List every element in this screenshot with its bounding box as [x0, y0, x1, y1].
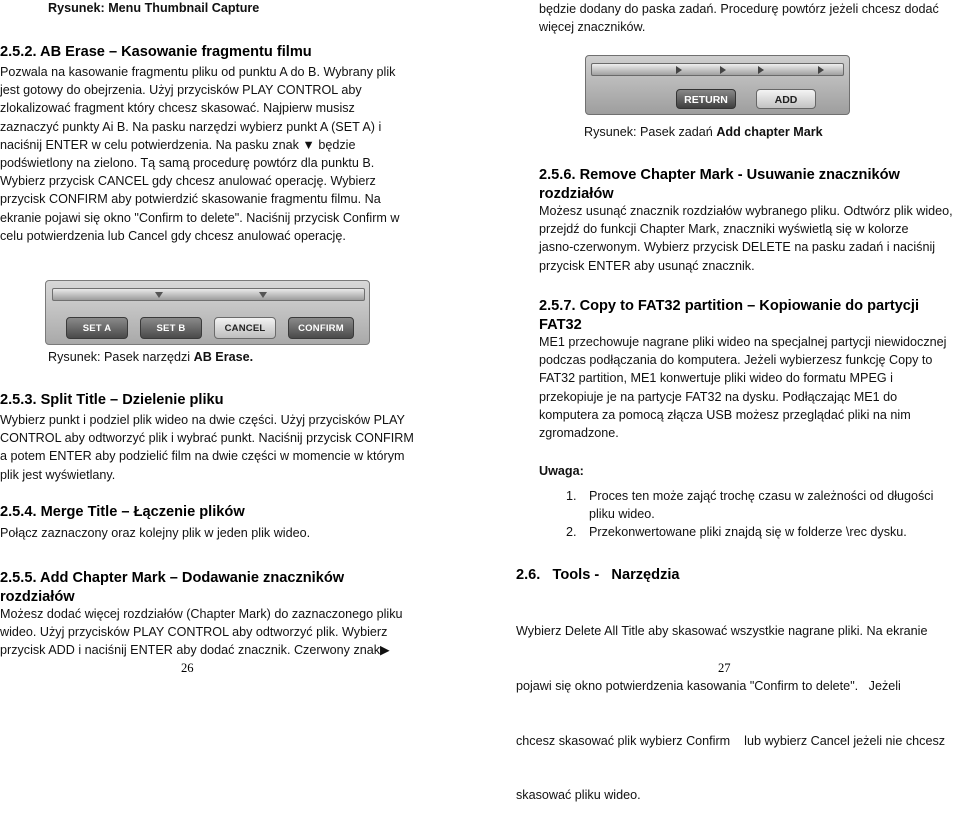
line: będzie dodany do paska zadań. Procedurę powtórz jeżeli chcesz dodać	[539, 2, 939, 16]
heading-2-5-7	[539, 297, 919, 335]
list-item	[556, 487, 960, 523]
line: ME1 przechowuje nagrane pliki wideo na specjalnej partycji niewidocznej	[539, 335, 947, 349]
confirm-button: CONFIRM	[288, 317, 354, 339]
figure-caption-chapter	[584, 124, 823, 140]
line: wideo. Użyj przycisków PLAY CONTROL aby odtworzyć plik. Wybierz	[0, 625, 388, 640]
line: CONTROL aby odtworzyć plik i wybrać punkt. Naciśnij przycisk CONFIRM	[0, 431, 414, 446]
chapter-flag-icon	[676, 66, 682, 74]
cancel-button: CANCEL	[214, 317, 276, 339]
list-item	[556, 523, 960, 541]
heading-2-6: 2.6. Tools - Narzędzia	[516, 567, 680, 583]
line: jasno-czerwonym. Wybierz przycisk DELETE na pasku zadań i naciśnij	[539, 240, 936, 255]
paragraph-tools	[516, 586, 960, 823]
marker-b-icon	[259, 292, 267, 298]
ab-erase-toolbar-image	[45, 280, 370, 345]
line: FAT32 partition, ME1 konwertuje pliki wideo do formatu MPEG i	[539, 371, 893, 386]
heading-line: 2.5.7. Copy to FAT32 partition – Kopiowanie do partycji	[539, 298, 920, 314]
line: plik jest wyświetlany.	[0, 467, 116, 482]
heading-2-5-6	[539, 166, 900, 204]
heading-line: 2.5.5. Add Chapter Mark – Dodawanie znaczników	[0, 570, 345, 586]
return-button: RETURN	[676, 89, 736, 109]
paragraph-ab-erase	[0, 63, 440, 245]
chapter-flag-icon	[720, 66, 726, 74]
paragraph-add-chapter	[0, 605, 445, 660]
heading-line: FAT32	[539, 317, 582, 333]
line: podczas podłączania do komputera. Jeżeli wybierzesz funkcję Copy to	[539, 353, 933, 368]
line: podświetlony na zielono. Tą samą procedurę powtórz dla punktu B.	[0, 156, 375, 171]
heading-line: rozdziałów	[539, 186, 614, 202]
set-a-button: SET A	[66, 317, 128, 339]
caption-text: Rysunek: Pasek zadań	[584, 125, 717, 139]
line: chcesz skasować plik wybierz Confirm lub wybierz Cancel jeżeli nie chcesz	[516, 733, 946, 748]
line: przejdź do funkcji Chapter Mark, znaczniki wyświetlą się w kolorze	[539, 222, 909, 237]
line: przycisk CONFIRM aby potwierdzić skasowanie fragmentu filmu. Na	[0, 192, 381, 207]
note-label: Uwaga:	[539, 464, 584, 478]
line: zlokalizować fragment który chcesz skasować. Najpierw musisz	[0, 101, 355, 116]
figure-caption-thumbnail: Rysunek: Menu Thumbnail Capture	[48, 1, 260, 15]
heading-2-5-5	[0, 569, 344, 607]
timeline-track	[52, 288, 365, 301]
paragraph-merge-title	[0, 524, 440, 542]
set-b-button: SET B	[140, 317, 202, 339]
marker-a-icon	[155, 292, 163, 298]
line: zgromadzone.	[539, 426, 619, 441]
line: przycisk ENTER aby usunąć znacznik.	[539, 258, 755, 273]
paragraph-remove-chapter	[539, 202, 960, 275]
caption-bold: AB Erase.	[193, 350, 254, 364]
line: Przekonwertowane pliki znajdą się w folderze \rec dysku.	[589, 525, 907, 540]
chapter-flag-icon	[758, 66, 764, 74]
heading-2-5-3: 2.5.3. Split Title – Dzielenie pliku	[0, 392, 224, 408]
line: a potem ENTER aby podzielić film na dwie części w momencie w którym	[0, 449, 405, 464]
paragraph-continuation	[539, 0, 959, 36]
heading-line: rozdziałów	[0, 589, 75, 605]
line: Wybierz punkt i podziel plik wideo na dwie części. Użyj przycisków PLAY	[0, 413, 405, 427]
figure-caption-ab-erase	[48, 349, 253, 365]
line: zaznaczyć punkty Ai B. Na pasku narzędzi wybierz punkt A (SET A) i	[0, 119, 382, 134]
line: jest gotowy do obejrzenia. Użyj przycisków PLAY CONTROL aby	[0, 83, 362, 98]
line: Połącz zaznaczony oraz kolejny plik w jeden plik wideo.	[0, 526, 311, 540]
line: skasować pliku wideo.	[516, 788, 641, 803]
paragraph-copy-fat32	[539, 333, 960, 442]
heading-line: 2.5.6. Remove Chapter Mark - Usuwanie znaczników	[539, 167, 900, 183]
add-button: ADD	[756, 89, 816, 109]
chapter-flag-icon	[818, 66, 824, 74]
line: więcej znaczników.	[539, 20, 646, 35]
line: pliku wideo.	[589, 507, 655, 522]
line: Proces ten może zająć trochę czasu w zależności od długości	[589, 489, 934, 503]
list-number: 1.	[566, 489, 577, 503]
line: celu potwierdzenia lub Cancel gdy chcesz anulować operację.	[0, 228, 346, 243]
caption-bold: Add chapter Mark	[716, 125, 823, 139]
chapter-toolbar-image	[585, 55, 850, 115]
line: przekopiuje je na partycje FAT32 na dysku. Podłączając ME1 do	[539, 389, 898, 404]
paragraph-split-title	[0, 411, 440, 484]
line: Możesz usunąć znacznik rozdziałów wybranego pliku. Odtwórz plik wideo,	[539, 204, 953, 218]
line: ekranie pojawi się okno "Confirm to delete". Naciśnij przycisk Confirm w	[0, 210, 400, 225]
line: Pozwala na kasowanie fragmentu pliku od punktu A do B. Wybrany plik	[0, 65, 396, 79]
page-number-left: 26	[181, 661, 194, 675]
line: przycisk ADD i naciśnij ENTER aby dodać znacznik. Czerwony znak▶	[0, 643, 390, 658]
list-number: 2.	[566, 525, 577, 540]
page-number-right: 27	[718, 661, 731, 675]
heading-2-5-4: 2.5.4. Merge Title – Łączenie plików	[0, 504, 245, 520]
line: pojawi się okno potwierdzenia kasowania "Confirm to delete". Jeżeli	[516, 679, 901, 694]
line: komputera za pomocą złącza USB możesz przeglądać pliki na nim	[539, 407, 911, 422]
line: naciśnij ENTER w celu potwierdzenia. Na pasku znak ▼ będzie	[0, 137, 356, 152]
line: Wybierz Delete All Title aby skasować wszystkie nagrane pliki. Na ekranie	[516, 624, 928, 639]
note-list	[556, 487, 960, 542]
timeline-track	[591, 63, 844, 76]
line: Możesz dodać więcej rozdziałów (Chapter Mark) do zaznaczonego pliku	[0, 607, 403, 621]
caption-text: Rysunek: Pasek narzędzi	[48, 350, 194, 364]
line: Wybierz przycisk CANCEL gdy chcesz anulować operację. Wybierz	[0, 174, 376, 189]
heading-2-5-2: 2.5.2. AB Erase – Kasowanie fragmentu filmu	[0, 44, 312, 60]
